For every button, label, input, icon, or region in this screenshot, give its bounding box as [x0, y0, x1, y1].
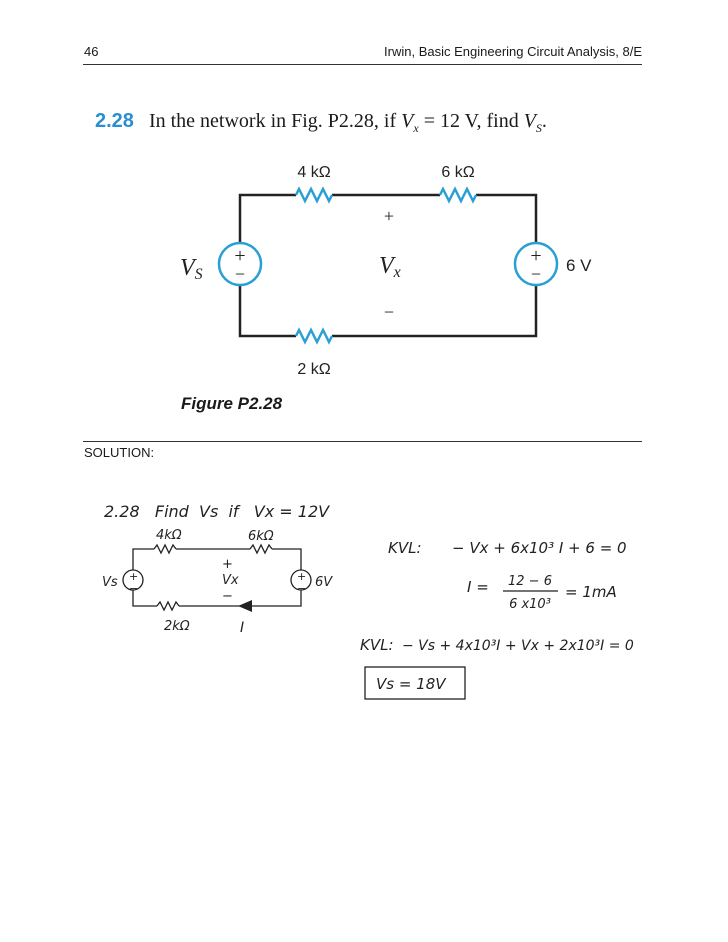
vs-label: V	[180, 255, 195, 281]
hw-vs-minus: −	[129, 582, 139, 595]
problem-text: In the network in Fig. P2.28, if	[148, 110, 397, 132]
vs-minus: −	[234, 264, 246, 284]
vs-plus: +	[234, 245, 246, 267]
vs-var: V	[523, 110, 536, 132]
problem-end: .	[541, 110, 547, 132]
vx-minus: −	[383, 302, 395, 322]
hw-6v-minus: −	[297, 582, 307, 595]
vs-label-sub: S	[194, 266, 203, 283]
solution-label: SOLUTION:	[84, 445, 155, 460]
hw-answer: Vs = 18V	[376, 675, 446, 693]
hw-circuit	[123, 545, 311, 610]
book-title: Irwin, Basic Engineering Circuit Analysis, 8/E	[384, 44, 642, 59]
hw-i-den: 6 x10³	[509, 597, 551, 612]
src6-minus: −	[530, 264, 542, 284]
vx-sub: x	[413, 121, 419, 135]
hw-kvl2-eq: − Vs + 4x10³I + Vx + 2x10³I = 0	[402, 638, 634, 654]
vx-label: V	[379, 253, 394, 279]
hw-vx-plus: +	[222, 557, 233, 572]
label-r-6k: 6 kΩ	[441, 164, 475, 181]
source-6v-value: 6 V	[566, 256, 592, 275]
hw-6v-plus: +	[297, 570, 307, 583]
hw-current-arrow	[238, 600, 252, 612]
hw-current: I	[240, 620, 245, 636]
vs-sub: S	[535, 121, 542, 135]
figure-caption: Figure P2.28	[181, 394, 283, 413]
label-r-4k: 4 kΩ	[297, 164, 331, 181]
vx-label-sub: x	[393, 264, 401, 281]
hw-i-num: 12 − 6	[508, 574, 552, 589]
hw-kvl1-eq: − Vx + 6x10³ I + 6 = 0	[452, 539, 627, 557]
hw-vs: Vs	[102, 575, 118, 590]
problem-equals: = 12 V, find	[423, 110, 519, 132]
hw-vx-minus: −	[222, 589, 233, 604]
hw-i-lhs: I =	[467, 578, 489, 596]
hw-r1: 4kΩ	[156, 528, 182, 543]
src6-plus: +	[530, 245, 542, 267]
hw-r3: 2kΩ	[164, 619, 190, 634]
page-number: 46	[84, 44, 99, 59]
label-r-2k: 2 kΩ	[297, 361, 331, 378]
vx-plus: +	[383, 206, 395, 226]
hw-vs-plus: +	[129, 570, 139, 583]
hw-kvl2-label: KVL:	[360, 636, 394, 654]
hw-title: 2.28 Find Vs if Vx = 12V	[104, 502, 330, 521]
hw-kvl1-label: KVL:	[388, 539, 422, 557]
hw-i-result: = 1mA	[565, 583, 617, 601]
hw-vx: Vx	[222, 573, 239, 588]
hw-r2: 6kΩ	[248, 529, 274, 544]
hw-6v: 6V	[315, 575, 333, 590]
problem-number: 2.28	[95, 110, 134, 132]
vx-var: V	[401, 110, 414, 132]
